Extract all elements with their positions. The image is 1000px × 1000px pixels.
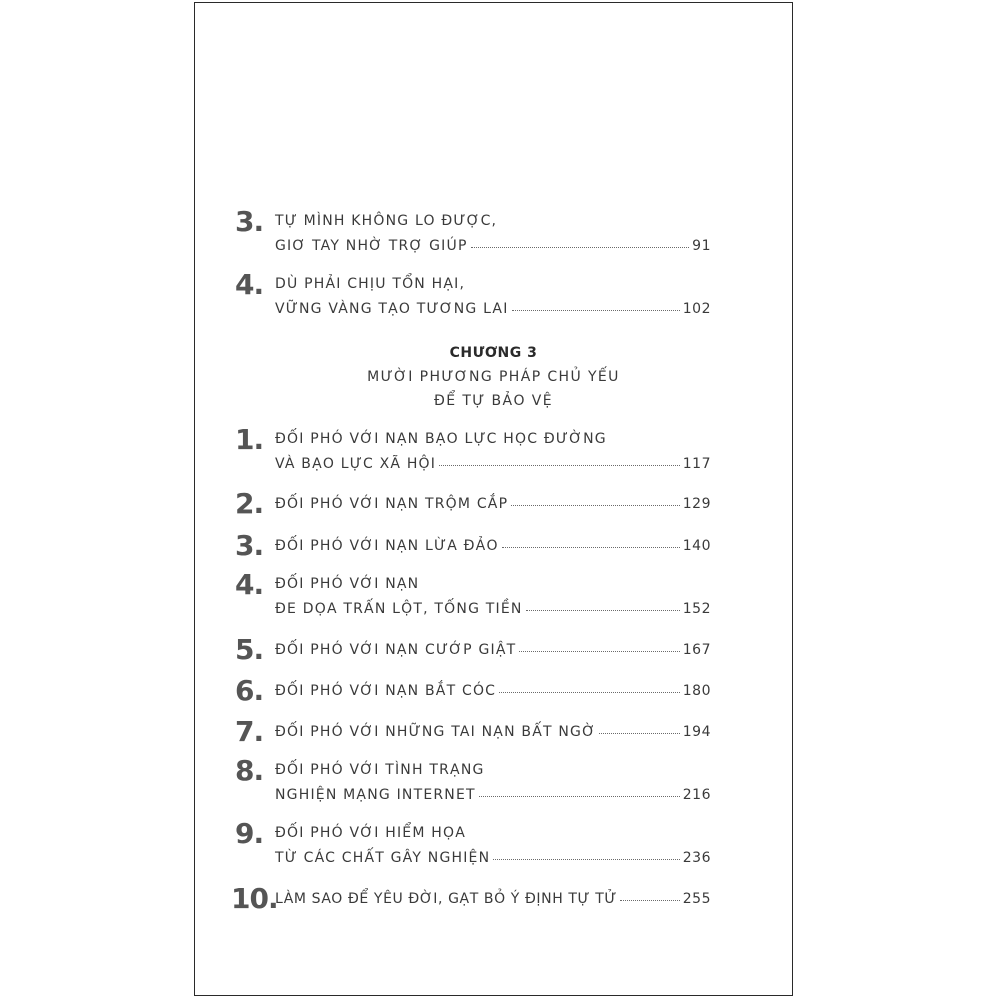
toc-entry-line <box>275 576 711 600</box>
toc-page-number: 194 <box>682 724 711 740</box>
toc-entry-number: 1. <box>235 423 264 456</box>
toc-page-number: 91 <box>692 238 711 254</box>
chapter-label: CHƯƠNG 3 <box>449 345 538 361</box>
toc-entry-text: TỪ CÁC CHẤT GÂY NGHIỆN <box>275 850 491 866</box>
toc-entry-text: ĐỐI PHÓ VỚI HIỂM HỌA <box>275 825 466 841</box>
toc-entry-text: ĐỐI PHÓ VỚI NẠN TRỘM CẮP <box>275 496 509 512</box>
toc-entry-text: VỮNG VÀNG TẠO TƯƠNG LAI <box>275 301 509 317</box>
toc-entry-line <box>275 537 711 561</box>
toc-entry-text: ĐỐI PHÓ VỚI NHỮNG TAI NẠN BẤT NGỜ <box>275 724 597 740</box>
dot-leader <box>511 493 680 506</box>
toc-entry-number: 4. <box>235 268 264 301</box>
toc-entry-number: 6. <box>235 674 264 707</box>
toc-entry-number: 3. <box>235 205 264 238</box>
toc-page-number: 236 <box>682 850 711 866</box>
dot-leader <box>493 847 680 860</box>
chapter-title: MƯỜI PHƯƠNG PHÁP CHỦ YẾU <box>367 369 620 385</box>
toc-entry-line <box>275 300 711 324</box>
dot-leader <box>499 680 680 693</box>
toc-entry-text: ĐỐI PHÓ VỚI NẠN LỪA ĐẢO <box>275 538 499 554</box>
toc-entry-number: 3. <box>235 529 264 562</box>
toc-entry-line <box>275 431 711 455</box>
toc-entry-line <box>275 786 711 810</box>
toc-entry-number: 8. <box>235 754 264 787</box>
chapter-title: ĐỂ TỰ BẢO VỆ <box>433 393 554 409</box>
toc-page-number: 117 <box>682 456 711 472</box>
chapter-heading <box>195 345 792 413</box>
toc-page-number: 102 <box>682 301 711 317</box>
toc-page-number: 129 <box>682 496 711 512</box>
toc-entry-text: ĐỐI PHÓ VỚI NẠN BẮT CÓC <box>275 683 497 699</box>
dot-leader <box>439 453 680 466</box>
toc-entry-line <box>275 237 711 261</box>
toc-entry-text: ĐE DỌA TRẤN LỘT, TỐNG TIỀN <box>275 601 523 617</box>
dot-leader <box>526 598 680 611</box>
toc-entry-text: LÀM SAO ĐỂ YÊU ĐỜI, GẠT BỎ Ý ĐỊNH TỰ TỬ <box>275 891 617 907</box>
dot-leader <box>519 639 679 652</box>
toc-entry-text: GIƠ TAY NHỜ TRỢ GIÚP <box>275 238 468 254</box>
toc-entry-line <box>275 890 711 914</box>
dot-leader <box>471 235 690 248</box>
toc-entry-text: ĐỐI PHÓ VỚI NẠN CƯỚP GIẬT <box>275 642 517 658</box>
toc-page-number: 216 <box>682 787 711 803</box>
toc-page-number: 167 <box>682 642 711 658</box>
toc-entry-line <box>275 682 711 706</box>
toc-entry-line <box>275 849 711 873</box>
table-of-contents <box>195 3 792 995</box>
toc-entry-line <box>275 762 711 786</box>
toc-entry-text: ĐỐI PHÓ VỚI NẠN <box>275 576 420 592</box>
toc-entry-line <box>275 723 711 747</box>
dot-leader <box>512 298 680 311</box>
toc-page-number: 255 <box>682 891 711 907</box>
toc-entry-text: ĐỐI PHÓ VỚI TÌNH TRẠNG <box>275 762 485 778</box>
toc-entry-text: DÙ PHẢI CHỊU TỔN HẠI, <box>275 276 466 292</box>
toc-entry-number: 9. <box>235 817 264 850</box>
toc-entry-line <box>275 455 711 479</box>
toc-entry-number: 10. <box>231 882 278 915</box>
toc-entry-line <box>275 600 711 624</box>
dot-leader <box>502 535 680 548</box>
dot-leader <box>620 888 680 901</box>
toc-entry-text: NGHIỆN MẠNG INTERNET <box>275 787 476 803</box>
toc-entry-line <box>275 495 711 519</box>
book-page <box>194 2 793 996</box>
dot-leader <box>599 721 680 734</box>
toc-entry-number: 5. <box>235 633 264 666</box>
toc-entry-line <box>275 641 711 665</box>
toc-entry-number: 7. <box>235 715 264 748</box>
toc-entry-line <box>275 825 711 849</box>
toc-entry-text: ĐỐI PHÓ VỚI NẠN BẠO LỰC HỌC ĐƯỜNG <box>275 431 607 447</box>
dot-leader <box>479 784 680 797</box>
toc-page-number: 140 <box>682 538 711 554</box>
toc-entry-line <box>275 276 711 300</box>
toc-entry-line <box>275 213 711 237</box>
toc-entry-number: 2. <box>235 487 264 520</box>
toc-entry-text: TỰ MÌNH KHÔNG LO ĐƯỢC, <box>275 213 498 229</box>
toc-page-number: 152 <box>682 601 711 617</box>
toc-entry-text: VÀ BẠO LỰC XÃ HỘI <box>275 456 437 472</box>
toc-entry-number: 4. <box>235 568 264 601</box>
toc-page-number: 180 <box>682 683 711 699</box>
